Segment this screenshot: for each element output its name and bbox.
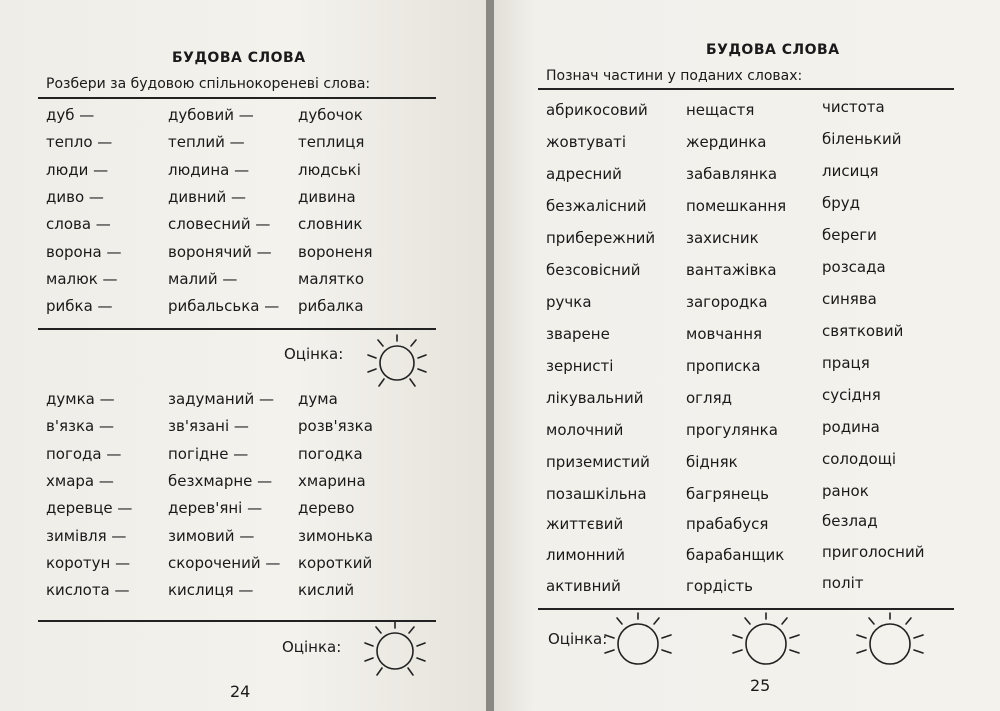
page-number-right: 25: [750, 676, 771, 695]
word-cell: словесний —: [168, 215, 271, 234]
word-cell: забавлянка: [686, 165, 778, 183]
word-cell: дерев'яні —: [168, 499, 263, 518]
word-cell: життєвий: [546, 515, 624, 533]
word-cell: думка —: [46, 390, 115, 408]
word-cell: жердинка: [686, 133, 767, 151]
sun-icon: [600, 612, 676, 676]
word-cell: береги: [822, 226, 877, 244]
word-cell: людські: [298, 160, 361, 179]
word-cell: дуб —: [46, 106, 95, 124]
word-cell: погода —: [46, 444, 122, 463]
word-cell: нещастя: [686, 101, 755, 119]
word-cell: родина: [822, 418, 880, 436]
word-cell: прибережний: [546, 229, 656, 247]
left-page-instruction: Розбери за будовою спільнокореневі слова:: [46, 76, 371, 92]
word-cell: коротун —: [46, 553, 131, 572]
word-cell: дубовий —: [168, 106, 254, 124]
word-cell: зимівля —: [46, 526, 127, 545]
word-cell: кислиця —: [168, 581, 254, 600]
word-cell: бруд: [822, 194, 861, 212]
word-cell: огляд: [686, 389, 733, 407]
sun-icon: [728, 612, 804, 676]
word-cell: вантажівка: [686, 261, 777, 279]
sun-icon: [362, 333, 432, 393]
right-bottom-divider: [538, 608, 954, 610]
word-cell: тепло —: [46, 133, 113, 152]
word-cell: загородка: [686, 293, 768, 311]
word-cell: ранок: [822, 482, 869, 500]
word-cell: зернисті: [546, 357, 614, 375]
word-cell: бідняк: [686, 453, 738, 471]
word-cell: деревце —: [46, 499, 133, 518]
word-cell: барабанщик: [686, 546, 785, 564]
word-cell: позашкільна: [546, 485, 647, 503]
word-cell: розсада: [822, 258, 886, 276]
top-divider: [38, 97, 436, 99]
word-cell: зв'язані —: [168, 417, 249, 436]
word-cell: слова —: [46, 215, 111, 234]
left-page-title: БУДОВА СЛОВА: [172, 50, 306, 66]
word-cell: скорочений —: [168, 553, 281, 572]
word-cell: ворона —: [46, 242, 122, 261]
right-page-instruction: Познач частини у поданих словах:: [546, 68, 803, 84]
word-cell: лікувальний: [546, 389, 644, 407]
word-cell: святковий: [822, 322, 904, 340]
word-cell: короткий: [298, 553, 373, 572]
word-cell: біленький: [822, 130, 902, 148]
word-cell: солодощі: [822, 450, 897, 468]
word-cell: безлад: [822, 512, 878, 530]
word-cell: сусідня: [822, 386, 881, 404]
word-cell: погідне —: [168, 444, 249, 463]
word-cell: малятко: [298, 269, 365, 288]
word-cell: малюк —: [46, 269, 118, 288]
word-cell: дивний —: [168, 187, 247, 206]
word-cell: люди —: [46, 160, 109, 179]
word-cell: приземистий: [546, 453, 650, 471]
word-cell: зварене: [546, 325, 610, 343]
word-cell: приголосний: [822, 543, 925, 561]
word-cell: задуманий —: [168, 390, 274, 408]
word-cell: захисник: [686, 229, 759, 247]
right-page-title: БУДОВА СЛОВА: [706, 42, 840, 58]
word-cell: абрикосовий: [546, 101, 648, 119]
word-cell: вороненя: [298, 242, 373, 261]
word-cell: малий —: [168, 269, 238, 288]
word-cell: в'язка —: [46, 417, 114, 436]
word-cell: безжалісний: [546, 197, 647, 215]
word-cell: гордість: [686, 577, 753, 595]
word-cell: дерево: [298, 499, 355, 518]
word-cell: людина —: [168, 160, 250, 179]
word-cell: помешкання: [686, 197, 787, 215]
grade-label-1: Оцінка:: [284, 345, 344, 363]
word-cell: лимонний: [546, 546, 625, 564]
page-number-left: 24: [230, 682, 251, 701]
grade-label-2: Оцінка:: [282, 638, 342, 656]
word-cell: синява: [822, 290, 877, 308]
word-cell: погодка: [298, 444, 363, 463]
word-cell: рибальська —: [168, 297, 280, 316]
word-cell: ручка: [546, 293, 592, 311]
word-cell: воронячий —: [168, 242, 272, 261]
sun-icon: [852, 612, 928, 676]
word-cell: мовчання: [686, 325, 763, 343]
word-cell: адресний: [546, 165, 622, 183]
word-cell: хмарина: [298, 471, 366, 490]
word-cell: молочний: [546, 421, 624, 439]
middle-divider: [38, 328, 436, 330]
word-cell: прописка: [686, 357, 761, 375]
word-cell: словник: [298, 215, 363, 234]
word-cell: рибка —: [46, 297, 113, 316]
word-cell: зимонька: [298, 526, 374, 545]
word-cell: жовтуваті: [546, 133, 627, 151]
word-cell: лисиця: [822, 162, 879, 180]
word-cell: рибалка: [298, 297, 364, 316]
word-cell: прогулянка: [686, 421, 778, 439]
word-cell: кислий: [298, 581, 355, 600]
book-spine: [486, 0, 494, 711]
word-cell: диво —: [46, 187, 104, 206]
word-cell: безсовісний: [546, 261, 641, 279]
word-cell: зимовий —: [168, 526, 255, 545]
word-cell: активний: [546, 577, 621, 595]
word-cell: дубочок: [298, 106, 363, 124]
sun-icon: [360, 620, 430, 682]
right-page: [494, 0, 1000, 711]
right-top-divider: [538, 88, 954, 90]
word-cell: хмара —: [46, 471, 114, 490]
word-cell: розв'язка: [298, 417, 373, 436]
grade-label-right: Оцінка:: [548, 630, 608, 648]
word-cell: теплиця: [298, 133, 365, 152]
word-cell: багрянець: [686, 485, 769, 503]
word-cell: кислота —: [46, 581, 130, 600]
word-cell: прабабуся: [686, 515, 769, 533]
word-cell: чистота: [822, 98, 885, 116]
left-page: [0, 0, 486, 711]
word-cell: безхмарне —: [168, 471, 273, 490]
word-cell: теплий —: [168, 133, 245, 152]
word-cell: політ: [822, 574, 864, 592]
word-cell: праця: [822, 354, 870, 372]
word-cell: дивина: [298, 187, 356, 206]
word-cell: дума: [298, 390, 338, 408]
